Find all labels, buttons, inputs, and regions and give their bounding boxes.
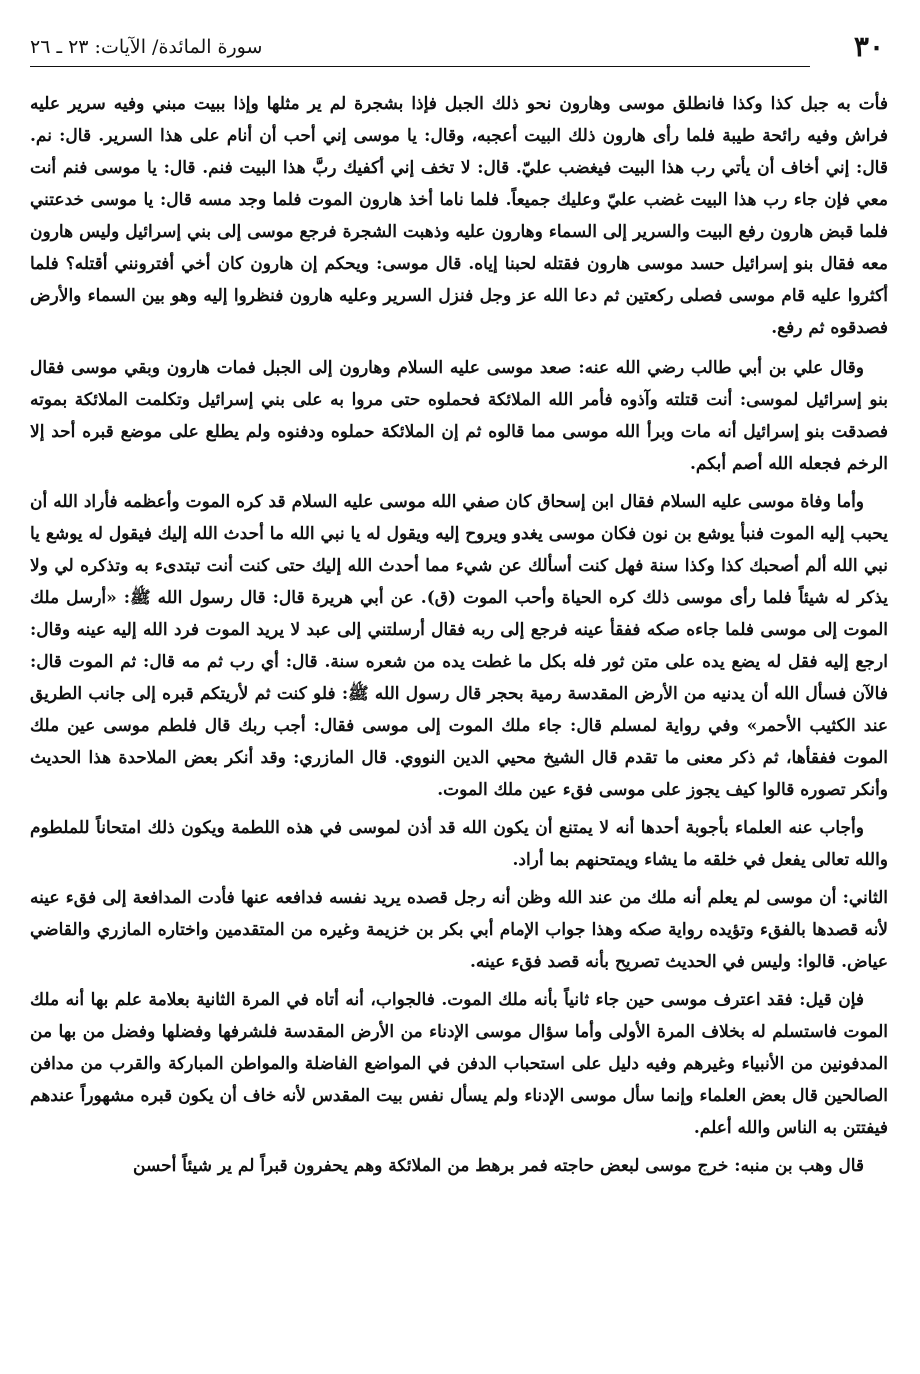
header-rule	[30, 66, 810, 67]
page-number: ٣٠	[853, 30, 884, 63]
paragraph-harun-story: فأت به جبل كذا وكذا فانطلق موسى وهارون نحو ذلك الجبل فإذا بشجرة لم ير مثلها وإذا ببيت مبني وفيه سرير عليه فراش وفيه رائحة طيبة فلما رأى هارون ذلك البيت أعجبه، وقال: يا موسى إني أحب أن أنام على هذا السرير. قال: نم. قال: إني أخاف أن يأتي رب هذا البيت فيغضب عليّ. قال: لا تخف إني أكفيك ربَّ هذا البيت فنم. قال: يا موسى فنم أنت معي فإن جاء رب هذا البيت غضب عليّ وعليك جميعاً. فلما ناما أخذ هارون الموت فلما وجد مسه قال: يا موسى خدعتني فلما قبض هارون رفع البيت والسرير إلى السماء وهارون عليه وذهبت الشجرة فرجع موسى إلى بني إسرائيل وليس هارون معه فقال بنو إسرائيل حسد موسى هارون فقتله لحبنا إياه. قال موسى: ويحكم إن هارون كان أخي أفترونني أقتله؟ فلما أكثروا عليه قام موسى فصلى ركعتين ثم دعا الله عز وجل فنزل السرير وعليه هارون فنظروا إليه وهو بين السماء والأرض فصدقوه ثم رفع.	[30, 94, 888, 338]
paragraph-second-answer: الثاني: أن موسى لم يعلم أنه ملك من عند الله وظن أنه رجل قصده يريد نفسه فدافعه عنها فأدت المدافعة إلى فقء عينه لأنه قصدها بالفقء وتؤيده رواية صكه وهذا جواب الإمام أبي بكر بن خزيمة وغيره من المتقدمين واختاره المازري والقاضي عياض. قالوا: وليس في الحديث تصريح بأنه قصد فقء عينه.	[30, 888, 889, 972]
page-body	[30, 88, 888, 1188]
paragraph-wahb-narration: قال وهب بن منبه: خرج موسى لبعض حاجته فمر برهط من الملائكة وهم يحفرون قبراً لم ير شيئاً أحسن	[133, 1156, 864, 1176]
paragraph-ali-narration: وقال علي بن أبي طالب رضي الله عنه: صعد موسى عليه السلام وهارون إلى الجبل فمات هارون وبقي موسى فقال بنو إسرائيل لموسى: أنت قتلته وآذوه فأمر الله الملائكة فحملوه حتى مروا به على بني إسرائيل وتكلمت الملائكة بموته فصدقت بنو إسرائيل أنه مات وبرأ الله موسى مما قالوه ثم إن الملائكة حملوه ودفنوه ولم يطلع على موضع قبره أحد إلا الرخم فجعله الله أصم أبكم.	[30, 358, 888, 474]
page-header	[30, 30, 884, 66]
paragraph-death-of-musa: وأما وفاة موسى عليه السلام فقال ابن إسحاق كان صفي الله موسى عليه السلام قد كره الموت وأعظمه فأراد الله أن يحبب إليه الموت فنبأ يوشع بن نون فكان موسى يغدو ويروح إليه ويقول له يا نبي الله ما أحدث الله إليك فيقول له يوشع يا نبي الله ألم أصحبك كذا وكذا سنة فهل كنت أسألك عن شيء مما أحدث الله إليك حتى كنت أنت تبتدىء به وتذكره لي ولا يذكر له شيئاً فلما رأى موسى ذلك كره الحياة وأحب الموت (ق). عن أبي هريرة قال: قال رسول الله ﷺ: «أرسل ملك الموت إلى موسى فلما جاءه صكه ففقأ عينه فرجع إلى ربه فقال أرسلتني إلى عبد لا يريد الموت فرد الله إليه عينه وقال: ارجع إليه فقل له يضع يده على متن ثور فله بكل ما غطت يده من شعره سنة. قال: أي رب ثم مه قال: ثم الموت قال: فالآن فسأل الله أن يدنيه من الأرض المقدسة رمية بحجر قال رسول الله ﷺ: فلو كنت ثم لأريتكم قبره إلى جانب الطريق عند الكثيب الأحمر» وفي رواية لمسلم قال: جاء ملك الموت إلى موسى فقال: أجب ربك قال فلطم موسى عين ملك الموت ففقأها، ثم ذكر معنى ما تقدم قال الشيخ محيي الدين النووي. قال المازري: وقد أنكر بعض الملاحدة هذا الحديث وأنكر تصوره قالوا كيف يجوز على موسى فقء عين ملك الموت.	[30, 492, 888, 800]
running-title: سورة المائدة/ الآيات: ٢٣ ـ ٢٦	[30, 36, 263, 58]
paragraph-scholars-answer: وأجاب عنه العلماء بأجوبة أحدها أنه لا يمتنع أن يكون الله قد أذن لموسى في هذه اللطمة ويكون ذلك امتحاناً للملطوم والله تعالى يفعل في خلقه ما يشاء ويمتحنهم بما أراد.	[30, 818, 888, 870]
paragraph-objection: فإن قيل: فقد اعترف موسى حين جاء ثانياً بأنه ملك الموت. فالجواب، أنه أتاه في المرة الثانية بعلامة علم بها أنه ملك الموت فاستسلم له بخلاف المرة الأولى وأما سؤال موسى الإدناء من الأرض المقدسة فلشرفها وفضلها وفضل من بها من المدفونين من الأنبياء وغيرهم وفيه دليل على استحباب الدفن في المواضع الفاضلة والمواطن المباركة والقرب من مدافن الصالحين قال بعض العلماء وإنما سأل موسى الإدناء ولم يسأل نفس بيت المقدس لأنه خاف أن يكون قبره مشهوراً عندهم فيفتتن به الناس والله أعلم.	[30, 990, 888, 1138]
